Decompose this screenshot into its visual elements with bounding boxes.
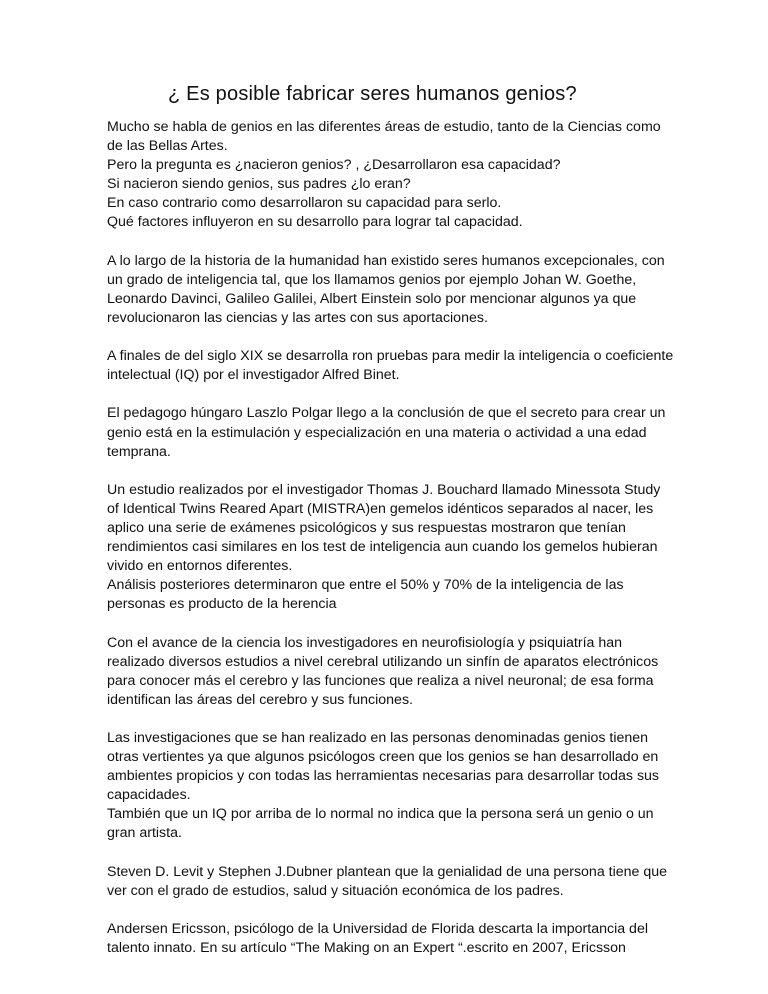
text-line: Steven D. Levit y Stephen J.Dubner plantean que la genialidad de una persona tiene que [107,863,668,880]
text-line: capacidades. [107,787,191,804]
text-line: A finales de del siglo XIX se desarrolla ron pruebas para medir la inteligencia o coeficiente [107,348,674,365]
text-line: Un estudio realizados por el investigador Thomas J. Bouchard llamado Minessota Study [107,481,661,498]
text-line: realizado diversos estudios a nivel cerebral utilizando un sinfín de aparatos electrónicos [107,653,659,670]
text-line: También que un IQ por arriba de lo normal no indica que la persona será un genio o un [107,806,654,823]
text-line: Pero la pregunta es ¿nacieron genios? , ¿Desarrollaron esa capacidad? [107,157,561,174]
text-line: Análisis posteriores determinaron que entre el 50% y 70% de la inteligencia de las [107,577,624,594]
text-line: El pedagogo húngaro Laszlo Polgar llego a la conclusión de que el secreto para crear un [107,405,666,422]
text-line: Andersen Ericsson, psicólogo de la Universidad de Florida descarta la importancia del [107,920,648,937]
text-line: ambientes propicios y con todas las herramientas necesarias para desarrollar todas sus [107,768,660,785]
paragraph [107,252,667,328]
paragraph [107,481,667,615]
text-line: aplico una serie de exámenes psicológicos y sus respuestas mostraron que tenían [107,519,626,536]
paragraph [107,118,667,233]
text-line: un grado de inteligencia tal, que los llamamos genios por ejemplo Johan W. Goethe, [107,271,637,288]
text-line: vivido en entornos diferentes. [107,558,293,575]
text-line: para conocer más el cerebro y las funciones que realiza a nivel neuronal; de esa forma [107,672,654,689]
paragraph [107,347,674,385]
text-line: rendimientos casi similares en los test de inteligencia aun cuando los gemelos hubieran [107,539,658,556]
text-line: Con el avance de la ciencia los investigadores en neurofisiología y psiquiatría han [107,634,623,651]
text-line: otras vertientes ya que algunos psicólogos creen que los genios se han desarrollado en [107,749,659,766]
text-line: identifican las áreas del cerebro y sus funciones. [107,691,413,708]
text-line: gran artista. [107,825,182,842]
text-line: genio está en la estimulación y especialización en una materia o actividad a una edad [107,424,647,441]
paragraph [107,920,667,958]
text-line: intelectual (IQ) por el investigador Alfred Binet. [107,367,400,384]
paragraph [107,404,667,461]
paragraph [107,863,667,901]
text-line: Las investigaciones que se han realizado en las personas denominadas genios tienen [107,730,649,746]
paragraph [107,729,667,844]
text-line: ver con el grado de estudios, salud y situación económica de los padres. [107,882,564,899]
text-line: Qué factores influyeron en su desarrollo para lograr tal capacidad. [107,214,523,231]
text-line: of Identical Twins Reared Apart (MISTRA)en gemelos idénticos separados al nacer, les [107,500,654,517]
text-line: personas es producto de la herencia [107,596,337,613]
text-line: revolucionaron las ciencias y las artes con sus aportaciones. [107,309,488,326]
text-line: A lo largo de la historia de la humanidad han existido seres humanos excepcionales, con [107,252,665,269]
paragraph [107,634,667,710]
document-body [107,118,674,977]
text-line: En caso contrario como desarrollaron su capacidad para serlo. [107,195,502,212]
text-line: Mucho se habla de genios en las diferentes áreas de estudio, tanto de la Ciencias como [107,119,661,135]
text-line: temprana. [107,443,171,460]
document-title: ¿ Es posible fabricar seres humanos genios? [168,83,577,105]
text-line: de las Bellas Artes. [107,138,228,155]
text-line: talento innato. En su artículo “The Making on an Expert “.escrito en 2007, Ericsson [107,940,626,957]
text-line: Leonardo Davinci, Galileo Galilei, Albert Einstein solo por mencionar algunos ya que [107,290,637,307]
text-line: Si nacieron siendo genios, sus padres ¿lo eran? [107,176,411,193]
